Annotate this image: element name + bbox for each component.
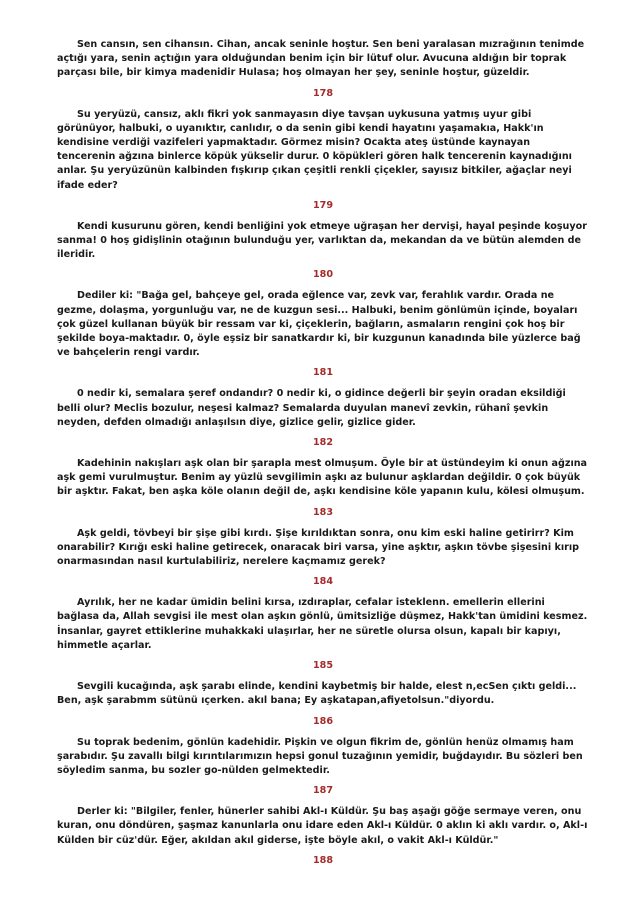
section-number: 185 xyxy=(312,660,334,672)
section-paragraph: Su toprak bedenim, gönlün kadehidir. Pişkin ve olgun fikrim de, gönlün henüz olmamış ham şarabıdır. Şu zavallı bilgi kırıntılarımızın hepsi gonul tuzağının yemidir, buğdayıdır. Bu sözleri ben söyledim sanma, bu sozler go-nülden gelmektedir. xyxy=(57,736,583,776)
intro-paragraph: Sen cansın, sen cihansın. Cihan, ancak seninle hoştur. Sen beni yaralasan mızrağının tenimde açtığı yara, senin açtığın yara olduğundan benim için bir lütuf olur. Avucuna aldığın bir toprak parçası bile, bir kimya madenidir Hulasa; hoş olmayan her şey, seninle hoştur, güzeldir. xyxy=(57,39,585,79)
section-number: 184 xyxy=(312,576,334,588)
section-number: 187 xyxy=(312,785,334,797)
section-number: 178 xyxy=(312,87,334,99)
document-page xyxy=(57,38,589,875)
section-paragraph: Kadehinin nakışları aşk olan bir şarapla mest olmuşum. Öyle bir at üstündeyim ki onun ağzına aşk gemi vurulmuştur. Benim ay yüzlü sevgilimin aşkı az bulunur aşklardan değildir. 0 çok büyük bir aşktır. Fakat, ben aşka köle olanın değil de, aşkı kendisine köle yapanın kulu, kölesi olmuşum. xyxy=(57,458,588,498)
section-number: 181 xyxy=(312,367,334,379)
section-number: 188 xyxy=(312,854,334,866)
section-number: 183 xyxy=(312,506,334,518)
section-number: 180 xyxy=(312,269,334,281)
section-paragraph: Derler ki: "Bilgiler, fenler, hünerler sahibi Akl-ı Küldür. Şu baş aşağı göğe sermaye veren, onu kuran, onu döndüren, şaşmaz kanunlarla onu idare eden Akl-ı Küldür. 0 aklın ki aklı vardır. o, Akl-ı Külden bir cüz'dür. Eğer, akıldan akıl giderse, işte böyle akıl, o vakit Akl-ı Küldür." xyxy=(57,806,588,846)
section-paragraph: Kendi kusurunu gören, kendi benliğini yok etmeye uğraşan her dervişi, hayal peşinde koşuyor sanma! 0 hoş gidişlinin otağının bulunduğu yer, varlıktan da, mekandan da ve bütün alemden de ileridir. xyxy=(57,220,587,261)
section-paragraph: 0 nedir ki, semalara şeref ondandır? 0 nedir ki, o gidince değerli bir şeyin oradan eksildiği belli olur? Meclis bozulur, neşesi kalmaz? Semalarda duyulan manevî zevkin, rühanî şevkin neyden, defden olmadığı anlaşılsın diye, gizlice gelir, gizlice gider. xyxy=(57,388,566,428)
section-paragraph: Sevgili kucağında, aşk şarabı elinde, kendini kaybetmiş bir halde, elest n,ecSen çıktı geldi... Ben, aşk şarabmm sütünü ıçerken. akıl bana; Ey aşkatapan,afiyetolsun."diyordu. xyxy=(57,681,577,707)
section-number: 182 xyxy=(312,437,334,449)
section-paragraph: Dediler ki: "Bağa gel, bahçeye gel, orada eğlence var, zevk var, ferahlık vardır. Orada ne gezme, dolaşma, yorgunluğu var, ne de kuzgun sesi... Halbuki, benim gönlümün içinde, boyaları çok güzel kullanan büyük bir ressam var ki, çiçeklerin, bağların, asmaların rengini çok hoş bir şekilde boya-maktadır. 0, öyle eşsiz bir sanatkardır ki, bir kuzgunun kanadında bile yüzlerce bağ ve bahçelerin rengi vardır. xyxy=(57,290,581,359)
section-paragraph: Aşk geldi, tövbeyi bir şişe gibi kırdı. Şişe kırıldıktan sonra, onu kim eski haline getirirr? Kim onarabilir? Kırığı eski haline getirecek, onaracak biri varsa, yine aşktır, aşkın tövbe şişesini kırıp onarmasından nasıl kurtulabiliriz, nerelere kaçmamız gerek? xyxy=(57,527,580,568)
section-paragraph: Su yeryüzü, cansız, aklı fikri yok sanmayasın diye tavşan uykusuna yatmış uyur gibi görünüyor, halbuki, o uyanıktır, canlıdır, o da senin gibi kendi hayatını yaşamakıa, Hakk'ın kendisine verdiği vazifeleri yapmaktadır. Görmez misin? Ocakta ateş üstünde kaynayan tencerenin ağzına binlerce köpük yükselir durur. 0 köpükleri gören halk tencerenin kaynadığını anlar. Şu yeryüzünün kalbinden fışkırıp çıkan çeşitli renkli çiçekler, sayısız bitkiler, ağaçlar neyi ifade eder? xyxy=(57,108,572,191)
section-number: 179 xyxy=(312,199,334,211)
section-paragraph: Ayrılık, her ne kadar ümidin belini kırsa, ızdıraplar, cefalar isteklenn. emellerin ellerini bağlasa da, Allah sevgisi ile mest olan aşkın gönlü, ümitsizliğe düşmez, Hakk'tan ümidini kesmez. İnsanlar, gayret ettiklerine muhakkaki ulaşırlar, her ne süretle olursa olsun, kapalı bir kapıyı, himmetle açarlar. xyxy=(57,597,588,651)
section-number: 186 xyxy=(312,715,334,727)
